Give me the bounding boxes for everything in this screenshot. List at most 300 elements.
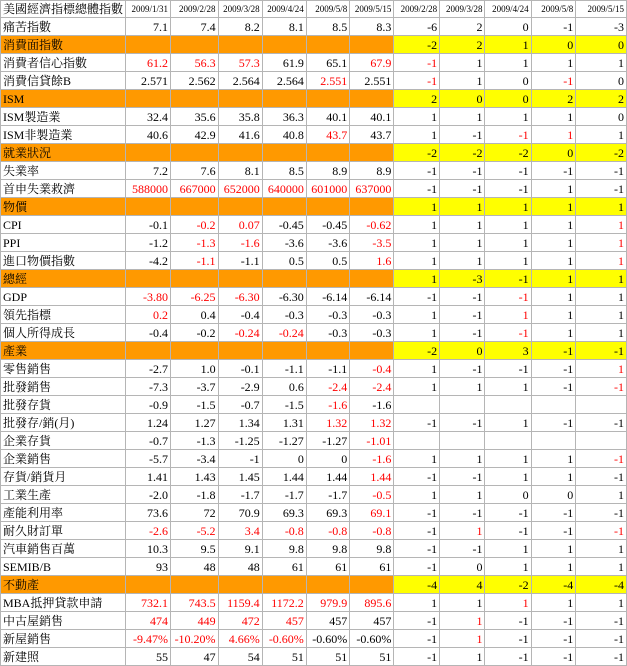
value-cell[interactable]: 69.3: [262, 504, 306, 522]
change-cell[interactable]: 1: [394, 270, 440, 288]
indicator-label[interactable]: 消費信貸餘B: [1, 72, 126, 90]
indicator-label[interactable]: 新屋銷售: [1, 630, 126, 648]
value-cell[interactable]: [126, 576, 171, 594]
value-cell[interactable]: -0.60%: [262, 630, 306, 648]
change-cell[interactable]: -1: [394, 180, 440, 198]
value-cell[interactable]: -1.1: [170, 252, 218, 270]
value-cell[interactable]: -0.2: [170, 324, 218, 342]
sheet-title[interactable]: 美國經濟指標總體指數: [1, 1, 126, 18]
value-cell[interactable]: 54: [218, 648, 262, 666]
value-cell[interactable]: -1: [218, 450, 262, 468]
value-cell[interactable]: [170, 270, 218, 288]
date-header-cell[interactable]: 2009/2/28: [170, 1, 218, 18]
change-cell[interactable]: 1: [485, 234, 531, 252]
value-cell[interactable]: -0.1: [218, 360, 262, 378]
value-cell[interactable]: 667000: [170, 180, 218, 198]
value-cell[interactable]: 61: [262, 558, 306, 576]
change-cell[interactable]: -1: [440, 360, 485, 378]
value-cell[interactable]: 472: [218, 612, 262, 630]
change-cell[interactable]: 1: [531, 450, 576, 468]
value-cell[interactable]: -0.24: [218, 324, 262, 342]
value-cell[interactable]: 1159.4: [218, 594, 262, 612]
value-cell[interactable]: 4.66%: [218, 630, 262, 648]
value-cell[interactable]: 1.41: [126, 468, 171, 486]
value-cell[interactable]: -9.47%: [126, 630, 171, 648]
change-cell[interactable]: 1: [485, 594, 531, 612]
value-cell[interactable]: -0.45: [262, 216, 306, 234]
value-cell[interactable]: 457: [350, 612, 394, 630]
change-cell[interactable]: 1: [576, 486, 627, 504]
change-cell[interactable]: -1: [576, 342, 627, 360]
value-cell[interactable]: 8.1: [262, 18, 306, 36]
change-cell[interactable]: 1: [531, 234, 576, 252]
change-cell[interactable]: 1: [485, 306, 531, 324]
change-date-header-cell[interactable]: 2009/2/28: [394, 1, 440, 18]
change-cell[interactable]: 1: [576, 360, 627, 378]
change-cell[interactable]: 1: [440, 486, 485, 504]
value-cell[interactable]: 0.07: [218, 216, 262, 234]
value-cell[interactable]: [170, 36, 218, 54]
change-cell[interactable]: [394, 396, 440, 414]
change-cell[interactable]: 3: [485, 342, 531, 360]
change-cell[interactable]: 1: [440, 522, 485, 540]
change-cell[interactable]: 1: [485, 54, 531, 72]
value-cell[interactable]: 47: [170, 648, 218, 666]
change-cell[interactable]: 1: [485, 540, 531, 558]
change-cell[interactable]: 1: [394, 252, 440, 270]
change-cell[interactable]: 1: [576, 594, 627, 612]
change-cell[interactable]: -1: [485, 288, 531, 306]
change-cell[interactable]: 1: [576, 216, 627, 234]
value-cell[interactable]: [126, 198, 171, 216]
value-cell[interactable]: 8.2: [218, 18, 262, 36]
change-cell[interactable]: -1: [576, 468, 627, 486]
value-cell[interactable]: [126, 342, 171, 360]
change-cell[interactable]: 0: [485, 72, 531, 90]
value-cell[interactable]: [350, 36, 394, 54]
change-cell[interactable]: -2: [394, 36, 440, 54]
value-cell[interactable]: -10.20%: [170, 630, 218, 648]
value-cell[interactable]: -2.4: [350, 378, 394, 396]
value-cell[interactable]: -1.27: [262, 432, 306, 450]
value-cell[interactable]: -0.3: [350, 306, 394, 324]
value-cell[interactable]: -0.3: [306, 324, 349, 342]
change-cell[interactable]: -1: [440, 540, 485, 558]
value-cell[interactable]: [350, 198, 394, 216]
value-cell[interactable]: [126, 270, 171, 288]
value-cell[interactable]: 10.3: [126, 540, 171, 558]
change-cell[interactable]: -2: [485, 576, 531, 594]
change-cell[interactable]: 0: [440, 90, 485, 108]
change-cell[interactable]: -1: [440, 288, 485, 306]
value-cell[interactable]: [170, 342, 218, 360]
value-cell[interactable]: 2.551: [306, 72, 349, 90]
change-cell[interactable]: -1: [531, 18, 576, 36]
value-cell[interactable]: [262, 198, 306, 216]
value-cell[interactable]: [350, 144, 394, 162]
value-cell[interactable]: 67.9: [350, 54, 394, 72]
category-label[interactable]: 總經: [1, 270, 126, 288]
change-cell[interactable]: 1: [576, 270, 627, 288]
value-cell[interactable]: 588000: [126, 180, 171, 198]
value-cell[interactable]: 61: [306, 558, 349, 576]
value-cell[interactable]: -1.8: [170, 486, 218, 504]
value-cell[interactable]: 7.1: [126, 18, 171, 36]
change-cell[interactable]: 0: [485, 486, 531, 504]
value-cell[interactable]: 40.8: [262, 126, 306, 144]
value-cell[interactable]: -1.3: [170, 234, 218, 252]
value-cell[interactable]: [218, 90, 262, 108]
change-cell[interactable]: -1: [394, 540, 440, 558]
value-cell[interactable]: 8.5: [306, 18, 349, 36]
change-cell[interactable]: -1: [394, 522, 440, 540]
change-cell[interactable]: 0: [576, 36, 627, 54]
value-cell[interactable]: 1.34: [218, 414, 262, 432]
change-cell[interactable]: 4: [440, 576, 485, 594]
indicator-label[interactable]: 耐久財訂單: [1, 522, 126, 540]
change-cell[interactable]: -1: [440, 468, 485, 486]
value-cell[interactable]: -0.45: [306, 216, 349, 234]
value-cell[interactable]: 2.564: [262, 72, 306, 90]
change-cell[interactable]: 1: [531, 198, 576, 216]
value-cell[interactable]: [218, 198, 262, 216]
value-cell[interactable]: 9.8: [350, 540, 394, 558]
change-cell[interactable]: -1: [394, 648, 440, 666]
change-cell[interactable]: 1: [531, 594, 576, 612]
value-cell[interactable]: -3.7: [170, 378, 218, 396]
value-cell[interactable]: -1.1: [262, 360, 306, 378]
value-cell[interactable]: 979.9: [306, 594, 349, 612]
change-cell[interactable]: -1: [531, 72, 576, 90]
change-cell[interactable]: 1: [440, 378, 485, 396]
value-cell[interactable]: -1.7: [218, 486, 262, 504]
value-cell[interactable]: -1.1: [306, 360, 349, 378]
value-cell[interactable]: [350, 270, 394, 288]
change-cell[interactable]: -1: [394, 612, 440, 630]
value-cell[interactable]: 43.7: [350, 126, 394, 144]
change-cell[interactable]: 1: [394, 108, 440, 126]
change-cell[interactable]: 1: [531, 216, 576, 234]
change-cell[interactable]: -1: [531, 342, 576, 360]
change-cell[interactable]: 1: [531, 558, 576, 576]
indicator-label[interactable]: PPI: [1, 234, 126, 252]
change-cell[interactable]: 1: [440, 612, 485, 630]
change-cell[interactable]: 2: [531, 90, 576, 108]
category-label[interactable]: 物價: [1, 198, 126, 216]
change-cell[interactable]: 1: [531, 540, 576, 558]
value-cell[interactable]: -0.7: [218, 396, 262, 414]
change-cell[interactable]: -4: [394, 576, 440, 594]
value-cell[interactable]: [170, 144, 218, 162]
change-cell[interactable]: -3: [576, 18, 627, 36]
indicator-label[interactable]: 領先指標: [1, 306, 126, 324]
change-cell[interactable]: 2: [440, 18, 485, 36]
value-cell[interactable]: [306, 270, 349, 288]
value-cell[interactable]: 1172.2: [262, 594, 306, 612]
change-cell[interactable]: -1: [485, 612, 531, 630]
value-cell[interactable]: -5.7: [126, 450, 171, 468]
value-cell[interactable]: 640000: [262, 180, 306, 198]
value-cell[interactable]: -1.6: [218, 234, 262, 252]
change-cell[interactable]: [531, 396, 576, 414]
indicator-label[interactable]: 首申失業救濟: [1, 180, 126, 198]
indicator-label[interactable]: 工業生產: [1, 486, 126, 504]
value-cell[interactable]: -6.30: [218, 288, 262, 306]
change-cell[interactable]: 0: [485, 18, 531, 36]
change-cell[interactable]: -1: [440, 180, 485, 198]
date-header-cell[interactable]: 2009/1/31: [126, 1, 171, 18]
change-cell[interactable]: 1: [576, 252, 627, 270]
change-cell[interactable]: [576, 432, 627, 450]
change-cell[interactable]: -1: [531, 648, 576, 666]
change-cell[interactable]: -1: [440, 414, 485, 432]
value-cell[interactable]: 48: [170, 558, 218, 576]
change-cell[interactable]: 1: [394, 450, 440, 468]
change-cell[interactable]: -1: [485, 324, 531, 342]
change-cell[interactable]: -1: [394, 162, 440, 180]
change-date-header-cell[interactable]: 2009/5/15: [576, 1, 627, 18]
indicator-label[interactable]: 零售銷售: [1, 360, 126, 378]
change-cell[interactable]: -2: [485, 144, 531, 162]
value-cell[interactable]: 0.5: [262, 252, 306, 270]
value-cell[interactable]: 51: [262, 648, 306, 666]
change-cell[interactable]: 0: [440, 342, 485, 360]
change-cell[interactable]: -6: [394, 18, 440, 36]
value-cell[interactable]: -1.6: [350, 396, 394, 414]
value-cell[interactable]: [218, 36, 262, 54]
change-cell[interactable]: -1: [485, 162, 531, 180]
value-cell[interactable]: 1.0: [170, 360, 218, 378]
change-cell[interactable]: 1: [531, 126, 576, 144]
change-cell[interactable]: 1: [531, 288, 576, 306]
change-cell[interactable]: 1: [440, 108, 485, 126]
indicator-label[interactable]: ISM製造業: [1, 108, 126, 126]
value-cell[interactable]: -0.4: [126, 324, 171, 342]
value-cell[interactable]: 7.4: [170, 18, 218, 36]
change-cell[interactable]: -1: [485, 648, 531, 666]
change-cell[interactable]: -1: [576, 522, 627, 540]
indicator-label[interactable]: 中古屋銷售: [1, 612, 126, 630]
change-cell[interactable]: -1: [531, 522, 576, 540]
value-cell[interactable]: -0.60%: [306, 630, 349, 648]
value-cell[interactable]: -1.5: [170, 396, 218, 414]
category-label[interactable]: 不動產: [1, 576, 126, 594]
value-cell[interactable]: 1.32: [306, 414, 349, 432]
value-cell[interactable]: 51: [306, 648, 349, 666]
value-cell[interactable]: 8.9: [350, 162, 394, 180]
change-cell[interactable]: -4: [531, 576, 576, 594]
value-cell[interactable]: -1.5: [262, 396, 306, 414]
value-cell[interactable]: 70.9: [218, 504, 262, 522]
change-cell[interactable]: [531, 432, 576, 450]
value-cell[interactable]: -1.1: [218, 252, 262, 270]
change-cell[interactable]: -1: [440, 504, 485, 522]
change-cell[interactable]: 1: [576, 126, 627, 144]
value-cell[interactable]: 743.5: [170, 594, 218, 612]
change-cell[interactable]: -1: [440, 162, 485, 180]
change-cell[interactable]: -1: [531, 360, 576, 378]
change-cell[interactable]: 1: [485, 216, 531, 234]
indicator-label[interactable]: 產能利用率: [1, 504, 126, 522]
value-cell[interactable]: [350, 576, 394, 594]
value-cell[interactable]: 32.4: [126, 108, 171, 126]
change-cell[interactable]: [440, 396, 485, 414]
date-header-cell[interactable]: 2009/5/8: [306, 1, 349, 18]
change-cell[interactable]: 1: [394, 360, 440, 378]
change-cell[interactable]: 1: [485, 468, 531, 486]
value-cell[interactable]: [262, 144, 306, 162]
value-cell[interactable]: [350, 342, 394, 360]
value-cell[interactable]: 51: [350, 648, 394, 666]
change-cell[interactable]: 1: [440, 252, 485, 270]
value-cell[interactable]: 457: [262, 612, 306, 630]
category-label[interactable]: 就業狀況: [1, 144, 126, 162]
value-cell[interactable]: 69.3: [306, 504, 349, 522]
change-cell[interactable]: [485, 396, 531, 414]
value-cell[interactable]: 1.44: [350, 468, 394, 486]
value-cell[interactable]: -1.7: [306, 486, 349, 504]
value-cell[interactable]: [126, 144, 171, 162]
change-cell[interactable]: 1: [440, 594, 485, 612]
change-cell[interactable]: 1: [485, 108, 531, 126]
change-cell[interactable]: 1: [576, 558, 627, 576]
value-cell[interactable]: 9.1: [218, 540, 262, 558]
value-cell[interactable]: [306, 198, 349, 216]
value-cell[interactable]: 42.9: [170, 126, 218, 144]
change-cell[interactable]: -1: [531, 630, 576, 648]
change-cell[interactable]: 1: [440, 54, 485, 72]
change-cell[interactable]: [485, 432, 531, 450]
value-cell[interactable]: 40.1: [350, 108, 394, 126]
change-cell[interactable]: 1: [485, 378, 531, 396]
change-cell[interactable]: 1: [394, 126, 440, 144]
change-cell[interactable]: 1: [394, 216, 440, 234]
value-cell[interactable]: 61.9: [262, 54, 306, 72]
value-cell[interactable]: -2.0: [126, 486, 171, 504]
change-cell[interactable]: -1: [576, 612, 627, 630]
change-cell[interactable]: [440, 432, 485, 450]
change-cell[interactable]: 0: [531, 486, 576, 504]
value-cell[interactable]: 55: [126, 648, 171, 666]
value-cell[interactable]: [262, 342, 306, 360]
value-cell[interactable]: 895.6: [350, 594, 394, 612]
change-cell[interactable]: -1: [531, 162, 576, 180]
value-cell[interactable]: [306, 36, 349, 54]
value-cell[interactable]: 1.24: [126, 414, 171, 432]
change-cell[interactable]: 1: [531, 180, 576, 198]
indicator-label[interactable]: 企業銷售: [1, 450, 126, 468]
change-cell[interactable]: 1: [394, 378, 440, 396]
change-cell[interactable]: -1: [531, 612, 576, 630]
value-cell[interactable]: 0: [262, 450, 306, 468]
change-cell[interactable]: 1: [440, 234, 485, 252]
change-cell[interactable]: 1: [394, 594, 440, 612]
change-cell[interactable]: 1: [531, 252, 576, 270]
change-date-header-cell[interactable]: 2009/4/24: [485, 1, 531, 18]
change-cell[interactable]: 1: [440, 450, 485, 468]
change-cell[interactable]: -1: [531, 378, 576, 396]
value-cell[interactable]: [306, 90, 349, 108]
change-cell[interactable]: -1: [394, 630, 440, 648]
value-cell[interactable]: [262, 576, 306, 594]
change-cell[interactable]: 1: [576, 54, 627, 72]
category-label[interactable]: 消費面指數: [1, 36, 126, 54]
indicator-label[interactable]: 批發銷售: [1, 378, 126, 396]
value-cell[interactable]: -0.24: [262, 324, 306, 342]
indicator-label[interactable]: 企業存貨: [1, 432, 126, 450]
value-cell[interactable]: -0.2: [170, 216, 218, 234]
value-cell[interactable]: -0.5: [350, 486, 394, 504]
change-cell[interactable]: -1: [394, 558, 440, 576]
value-cell[interactable]: 2.551: [350, 72, 394, 90]
indicator-label[interactable]: 進口物價指數: [1, 252, 126, 270]
change-cell[interactable]: 1: [531, 468, 576, 486]
value-cell[interactable]: -0.60%: [350, 630, 394, 648]
value-cell[interactable]: 2.571: [126, 72, 171, 90]
value-cell[interactable]: -0.4: [350, 360, 394, 378]
change-cell[interactable]: -1: [440, 126, 485, 144]
value-cell[interactable]: 637000: [350, 180, 394, 198]
indicator-label[interactable]: GDP: [1, 288, 126, 306]
value-cell[interactable]: [350, 90, 394, 108]
value-cell[interactable]: -3.6: [306, 234, 349, 252]
change-cell[interactable]: 1: [576, 306, 627, 324]
value-cell[interactable]: -0.4: [218, 306, 262, 324]
indicator-label[interactable]: 新建照: [1, 648, 126, 666]
indicator-label[interactable]: SEMIB/B: [1, 558, 126, 576]
value-cell[interactable]: -6.14: [306, 288, 349, 306]
value-cell[interactable]: 2.562: [170, 72, 218, 90]
change-cell[interactable]: -2: [576, 144, 627, 162]
value-cell[interactable]: [306, 576, 349, 594]
value-cell[interactable]: 48: [218, 558, 262, 576]
change-cell[interactable]: 0: [531, 144, 576, 162]
value-cell[interactable]: 1.6: [350, 252, 394, 270]
value-cell[interactable]: -6.14: [350, 288, 394, 306]
change-cell[interactable]: -1: [576, 378, 627, 396]
change-cell[interactable]: 2: [576, 90, 627, 108]
change-date-header-cell[interactable]: 2009/3/28: [440, 1, 485, 18]
value-cell[interactable]: -0.3: [350, 324, 394, 342]
value-cell[interactable]: -1.25: [218, 432, 262, 450]
value-cell[interactable]: 57.3: [218, 54, 262, 72]
change-cell[interactable]: -1: [576, 414, 627, 432]
change-cell[interactable]: 1: [576, 198, 627, 216]
change-cell[interactable]: 0: [440, 558, 485, 576]
indicator-label[interactable]: 批發存貨: [1, 396, 126, 414]
change-cell[interactable]: -1: [485, 504, 531, 522]
change-cell[interactable]: 1: [576, 234, 627, 252]
value-cell[interactable]: 449: [170, 612, 218, 630]
change-cell[interactable]: 2: [440, 36, 485, 54]
change-cell[interactable]: 1: [394, 306, 440, 324]
value-cell[interactable]: 1.43: [170, 468, 218, 486]
date-header-cell[interactable]: 2009/3/28: [218, 1, 262, 18]
value-cell[interactable]: -2.7: [126, 360, 171, 378]
change-cell[interactable]: 1: [531, 54, 576, 72]
value-cell[interactable]: [218, 270, 262, 288]
value-cell[interactable]: 1.45: [218, 468, 262, 486]
value-cell[interactable]: [218, 342, 262, 360]
change-cell[interactable]: -1: [485, 522, 531, 540]
value-cell[interactable]: -0.3: [306, 306, 349, 324]
change-cell[interactable]: -1: [485, 630, 531, 648]
value-cell[interactable]: 0.4: [170, 306, 218, 324]
value-cell[interactable]: 2.564: [218, 72, 262, 90]
value-cell[interactable]: -3.6: [262, 234, 306, 252]
change-cell[interactable]: -1: [394, 504, 440, 522]
value-cell[interactable]: -4.2: [126, 252, 171, 270]
